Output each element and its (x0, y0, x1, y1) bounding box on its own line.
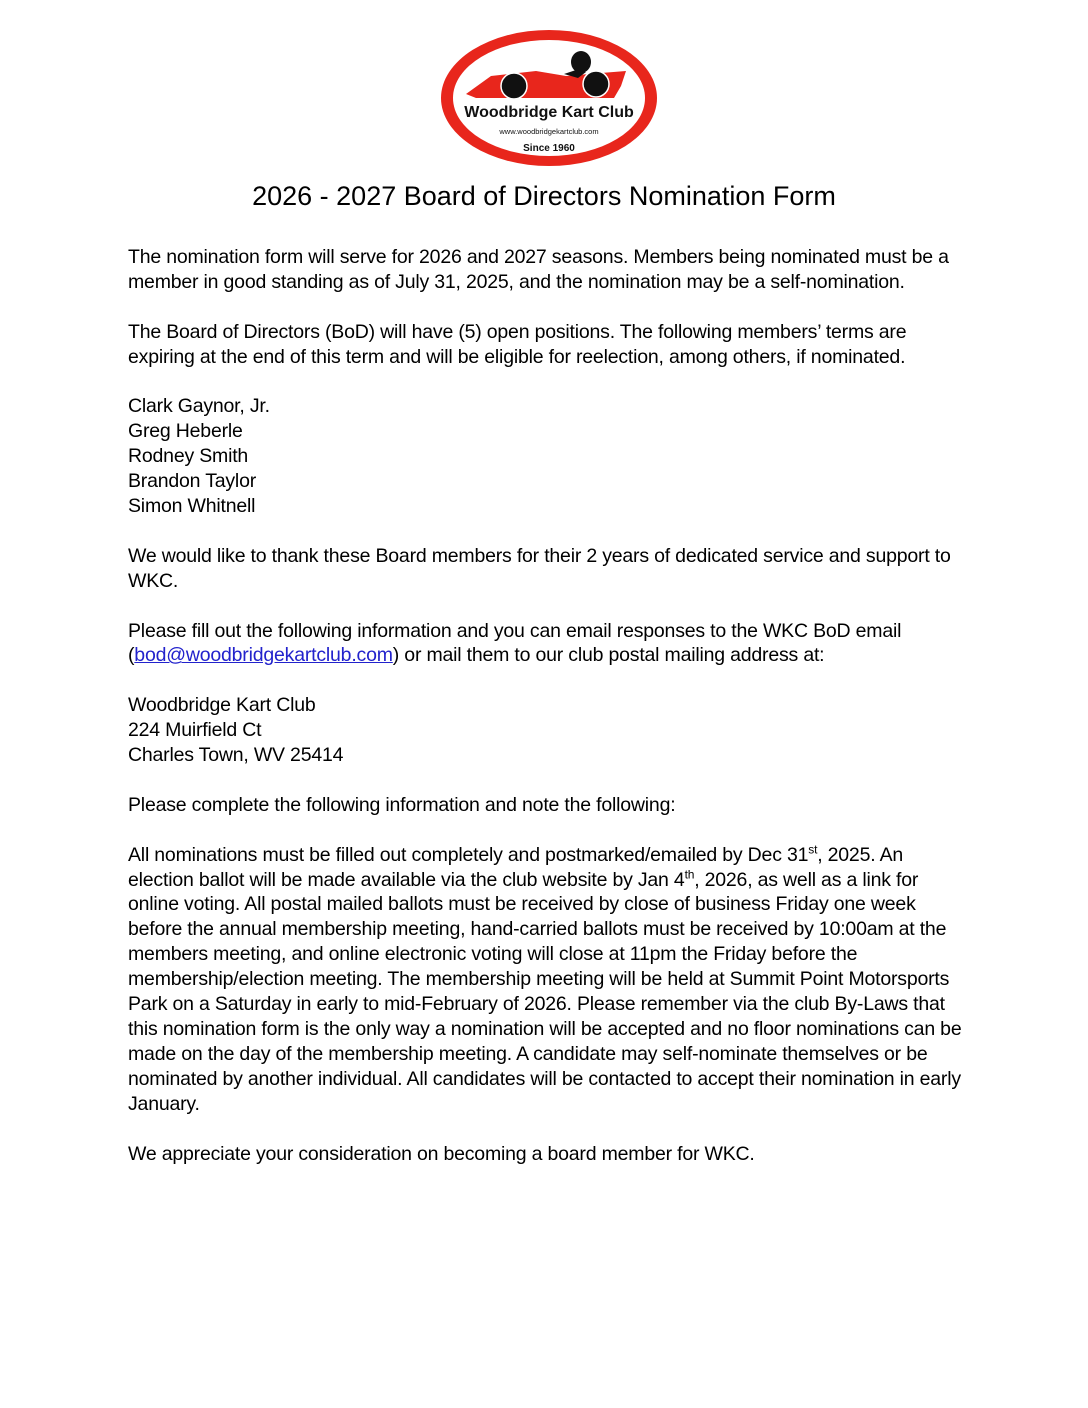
rules-text-3: , 2026, as well as a link for online voting. All postal mailed ballots must be received by close of business Friday one week before the annual membership meeting, hand-carried ballots must be received by 10:00am at the members meeting, and online electronic voting will close at 11pm the Friday before the membership/election meeting. The membership meeting will be held at Summit Point Motorsports Park on a Saturday in early to mid-February of 2026. Please remember via the club By-Laws that this nomination form is the only way a nomination will be accepted and no floor nominations can be made on the day of the membership meeting. A candidate may self-nominate themselves or be nominated by another individual. All candidates will be contacted to accept their nomination in early January. (128, 868, 962, 1115)
instructions-paragraph (128, 619, 968, 669)
thanks-paragraph: We would like to thank these Board members for their 2 years of dedicated service and support to WKC. (128, 544, 951, 592)
positions-paragraph: The Board of Directors (BoD) will have (5) open positions. The following members’ terms are expiring at the end of this term and will be eligible for reelection, among others, if nominated. (128, 320, 907, 368)
ordinal-suffix: st (808, 842, 818, 857)
intro-paragraph: The nomination form will serve for 2026 and 2027 seasons. Members being nominated must be a member in good standing as of July 31, 2025, and the nomination may be a self-nomination. (128, 246, 949, 293)
logo-club-name: Woodbridge Kart Club (464, 104, 634, 121)
member-name: Rodney Smith (128, 445, 249, 468)
instructions-text-before: Please fill out the following information and you can email responses to the WKC BoD email ( (128, 619, 902, 667)
member-name: Greg Heberle (128, 420, 243, 443)
mailing-address (128, 693, 968, 768)
club-logo (436, 26, 662, 170)
member-name: Simon Whitnell (128, 495, 256, 518)
document-body (128, 245, 968, 1191)
complete-paragraph: Please complete the following information and note the following: (128, 793, 676, 816)
rules-paragraph (128, 843, 968, 1117)
address-line-2: 224 Muirfield Ct (128, 719, 262, 742)
member-name: Brandon Taylor (128, 470, 257, 493)
rules-text-2: , 2025. An election ballot will be made available via the club website by Jan 4 (128, 843, 904, 891)
member-name: Clark Gaynor, Jr. (128, 395, 270, 418)
kart-logo-graphic (436, 26, 662, 170)
ordinal-suffix: th (684, 867, 695, 882)
rear-wheel-icon (583, 71, 609, 97)
closing-paragraph: We appreciate your consideration on becoming a board member for WKC. (128, 1142, 755, 1165)
rules-text-1: All nominations must be filled out completely and postmarked/emailed by Dec 31 (128, 843, 809, 866)
logo-since: Since 1960 (523, 143, 575, 154)
expiring-members-list (128, 394, 968, 519)
address-line-3: Charles Town, WV 25414 (128, 744, 344, 767)
front-wheel-icon (501, 73, 527, 99)
driver-helmet-icon (571, 51, 591, 73)
page-title: 2026 - 2027 Board of Directors Nomination Form (252, 181, 836, 211)
logo-url: www.woodbridgekartclub.com (499, 127, 599, 136)
instructions-text-after: ) or mail them to our club postal mailing address at: (392, 644, 825, 667)
address-line-1: Woodbridge Kart Club (128, 694, 316, 717)
email-link[interactable]: bod@woodbridgekartclub.com (134, 644, 393, 667)
